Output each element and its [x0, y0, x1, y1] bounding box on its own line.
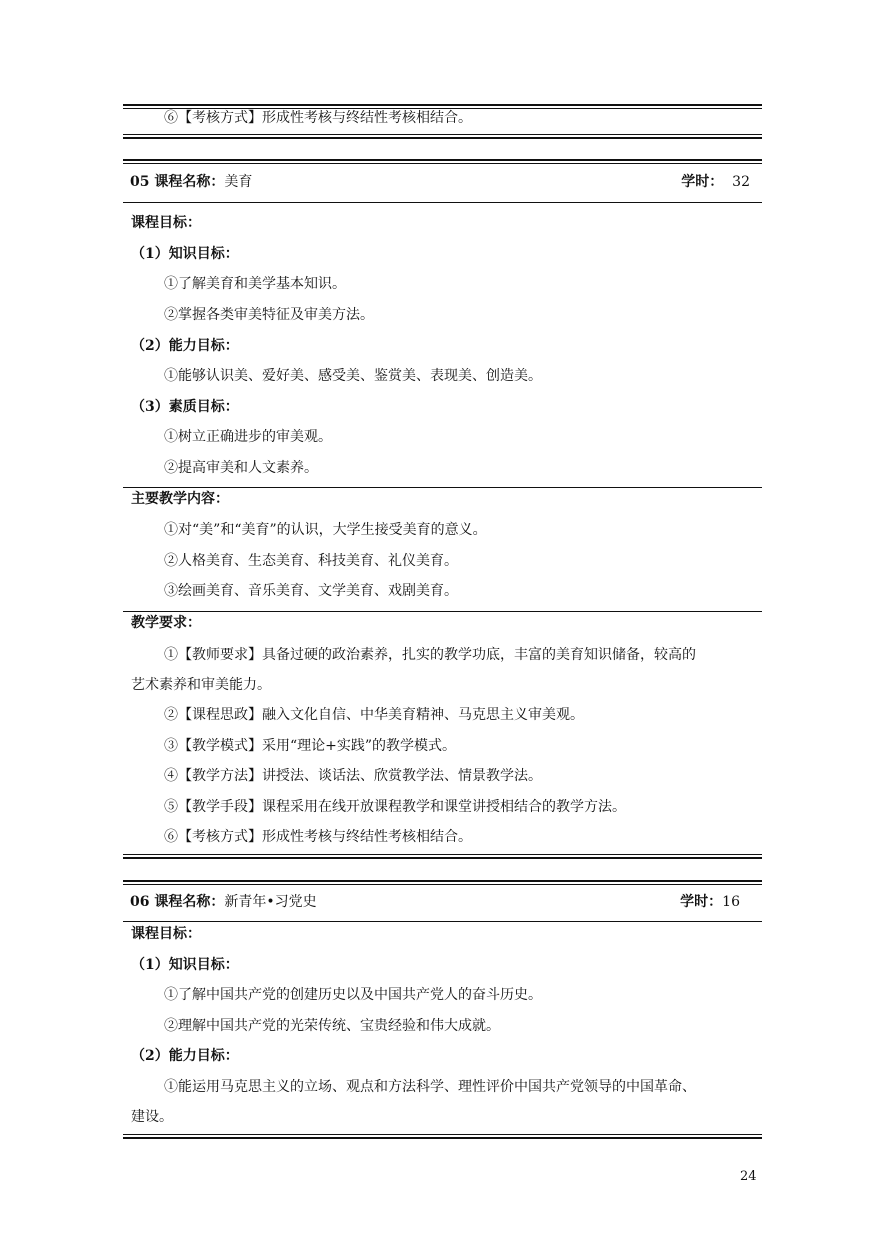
list-item-continuation: 建设。 — [131, 1109, 173, 1125]
ability-heading: （2）能力目标： — [131, 338, 239, 354]
course-hours: 学时：16 — [680, 894, 740, 910]
course-title: 06 课程名称：新青年•习党史 — [130, 894, 317, 910]
table-border — [123, 163, 762, 164]
list-item-continuation: 艺术素养和审美能力。 — [131, 677, 271, 693]
list-item: ①对“美”和“美育”的认识，大学生接受美育的意义。 — [164, 522, 487, 538]
list-item: ①能够认识美、爱好美、感受美、鉴赏美、表现美、创造美。 — [164, 368, 542, 384]
list-item: ②掌握各类审美特征及审美方法。 — [164, 307, 374, 323]
table-border — [123, 134, 762, 135]
table-border — [123, 137, 762, 139]
course-title: 05 课程名称：美育 — [130, 174, 253, 190]
list-item: ①了解美育和美学基本知识。 — [164, 276, 346, 292]
table-border — [123, 880, 762, 882]
list-item: ②理解中国共产党的光荣传统、宝贵经验和伟大成就。 — [164, 1018, 500, 1034]
table-border — [123, 921, 762, 922]
assessment-method-item: ⑥【考核方式】形成性考核与终结性考核相结合。 — [164, 110, 472, 126]
table-border — [123, 611, 762, 612]
list-item: ③绘画美育、音乐美育、文学美育、戏剧美育。 — [164, 583, 458, 599]
knowledge-heading: （1）知识目标： — [131, 957, 239, 973]
list-item: ⑥【考核方式】形成性考核与终结性考核相结合。 — [164, 829, 472, 845]
list-item: ①了解中国共产党的创建历史以及中国共产党人的奋斗历史。 — [164, 987, 542, 1003]
table-border — [123, 1137, 762, 1139]
objectives-heading: 课程目标： — [131, 926, 201, 942]
list-item: ①能运用马克思主义的立场、观点和方法科学、理性评价中国共产党领导的中国革命、 — [164, 1079, 696, 1095]
quality-heading: （3）素质目标： — [131, 399, 239, 415]
list-item: ④【教学方法】讲授法、谈话法、欣赏教学法、情景教学法。 — [164, 768, 542, 784]
knowledge-heading: （1）知识目标： — [131, 246, 239, 262]
content-heading: 主要教学内容： — [131, 491, 229, 507]
list-item: ①树立正确进步的审美观。 — [164, 429, 332, 445]
table-border — [123, 159, 762, 161]
objectives-heading: 课程目标： — [131, 215, 201, 231]
table-border — [123, 487, 762, 488]
table-border — [123, 884, 762, 885]
page-number: 24 — [740, 1169, 757, 1184]
list-item: ⑤【教学手段】课程采用在线开放课程教学和课堂讲授相结合的教学方法。 — [164, 799, 626, 815]
table-border — [123, 1134, 762, 1135]
list-item: ②人格美育、生态美育、科技美育、礼仪美育。 — [164, 553, 458, 569]
table-border — [123, 202, 762, 203]
list-item: ②【课程思政】融入文化自信、中华美育精神、马克思主义审美观。 — [164, 707, 584, 723]
list-item: ②提高审美和人文素养。 — [164, 460, 318, 476]
table-border — [123, 857, 762, 859]
list-item: ①【教师要求】具备过硬的政治素养，扎实的教学功底，丰富的美育知识储备，较高的 — [164, 647, 696, 663]
ability-heading: （2）能力目标： — [131, 1048, 239, 1064]
course-hours: 学时： 32 — [681, 174, 750, 190]
table-border — [123, 854, 762, 855]
requirements-heading: 教学要求： — [131, 615, 201, 631]
list-item: ③【教学模式】采用“理论+实践”的教学模式。 — [164, 738, 457, 754]
table-border-top — [123, 104, 762, 106]
